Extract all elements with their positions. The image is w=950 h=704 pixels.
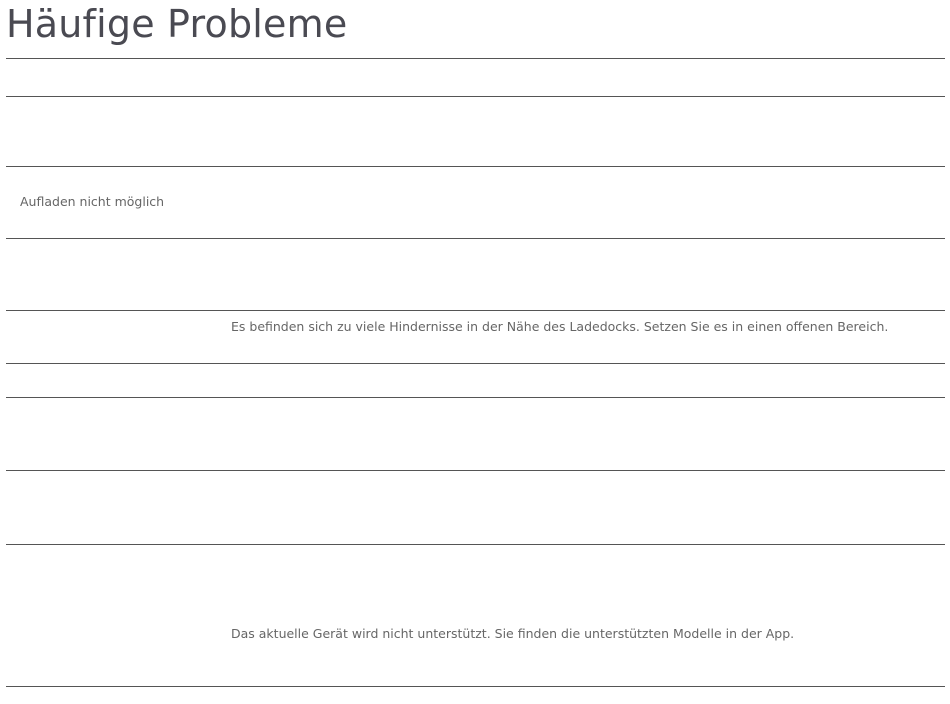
table-row bbox=[6, 363, 945, 397]
table-row bbox=[6, 470, 945, 544]
table-row bbox=[6, 310, 945, 363]
solution-cell: Es befinden sich zu viele Hindernisse in der Nähe des Ladedocks. Setzen Sie es in einen offenen Bereich. bbox=[231, 319, 889, 334]
page-title: Häufige Probleme bbox=[6, 2, 348, 46]
table-row bbox=[6, 96, 945, 166]
problem-cell: Aufladen nicht möglich bbox=[20, 194, 165, 209]
table-row bbox=[6, 544, 945, 687]
table-row bbox=[6, 238, 945, 310]
table-row bbox=[6, 58, 945, 96]
issues-table bbox=[6, 58, 945, 687]
table-row bbox=[6, 397, 945, 470]
solution-cell: Das aktuelle Gerät wird nicht unterstützt. Sie finden die unterstützten Modelle in der App. bbox=[231, 626, 795, 641]
table-row bbox=[6, 166, 945, 238]
